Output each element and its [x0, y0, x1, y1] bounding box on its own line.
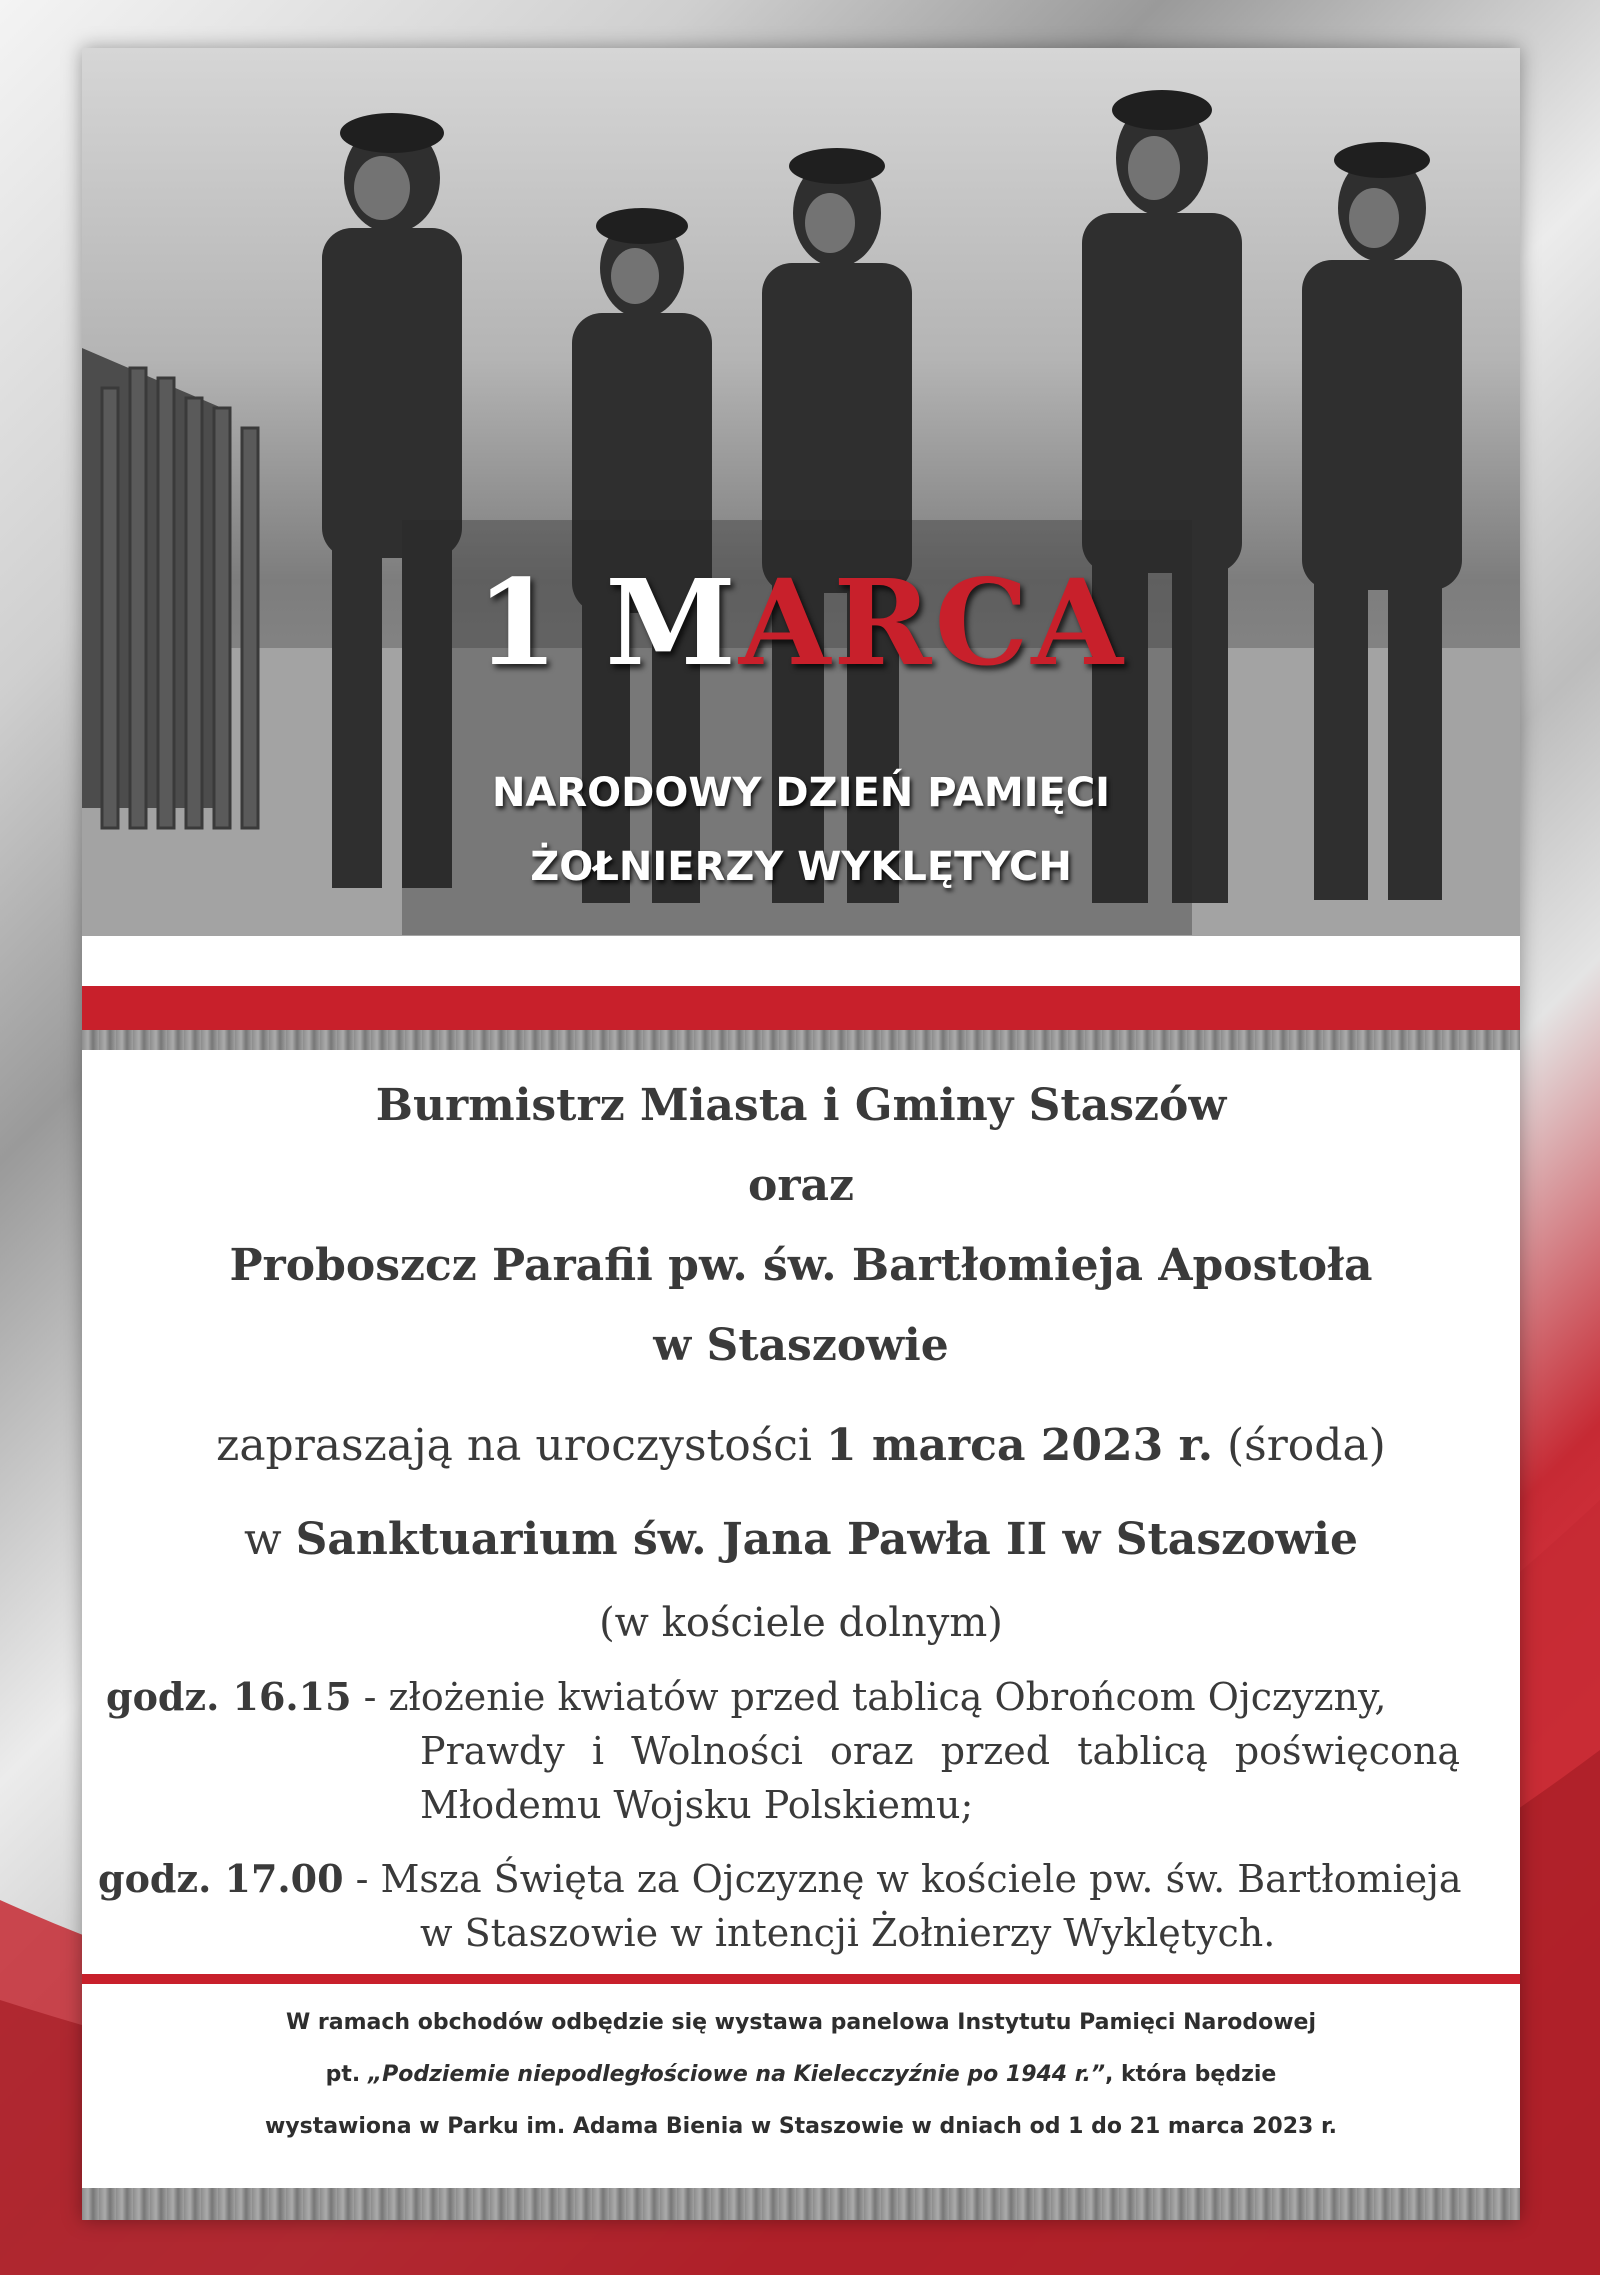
invitation-line [82, 1420, 1520, 1471]
invitation-day: (środa) [1213, 1420, 1386, 1471]
host-line-2: oraz [747, 1160, 855, 1211]
schedule-item-2-line-2: w Staszowie w intencji Żołnierzy Wyklętych. [420, 1911, 1276, 1955]
poster [82, 48, 1520, 2220]
red-divider [82, 1974, 1520, 1984]
flag-stripe-red [82, 986, 1520, 1030]
footer-note-line-2 [82, 2062, 1520, 2087]
page-title [82, 553, 1520, 692]
location-note: (w kościele dolnym) [599, 1600, 1003, 1646]
title-part-white: 1 M [476, 553, 739, 692]
schedule-item-1-line-3: Młodemu Wojsku Polskiemu; [420, 1783, 974, 1827]
footer-note-line-3: wystawiona w Parku im. Adama Bienia w Staszowie w dniach od 1 do 21 marca 2023 r. [264, 2114, 1338, 2139]
schedule-dash: - [351, 1675, 389, 1719]
place-prefix: w [243, 1514, 296, 1565]
exhibition-title: „Podziemie niepodległościowe na Kielecczyźnie po 1944 r.” [367, 2062, 1106, 2087]
schedule-item-2-line-1 [98, 1856, 1462, 1902]
schedule-time: godz. 16.15 [106, 1674, 352, 1719]
invitation-date: 1 marca 2023 r. [825, 1420, 1214, 1471]
title-part-red: ARCA [738, 553, 1126, 692]
invitation-place [82, 1514, 1520, 1565]
schedule-item-1-line-2: Prawdy i Wolności oraz przed tablicą poświęconą [420, 1729, 1460, 1773]
host-line-1: Burmistrz Miasta i Gminy Staszów [375, 1080, 1227, 1131]
texture-strip-top [82, 1030, 1520, 1050]
schedule-text: złożenie kwiatów przed tablicą Obrońcom Ojczyzny, [388, 1675, 1387, 1719]
footer-note-line-1: W ramach obchodów odbędzie się wystawa panelowa Instytutu Pamięci Narodowej [285, 2010, 1316, 2035]
note-suffix: , która będzie [1105, 2062, 1277, 2087]
schedule-text: Msza Święta za Ojczyznę w kościele pw. św. Bartłomieja [380, 1857, 1462, 1901]
schedule-item-1-line-1 [106, 1674, 1387, 1720]
subtitle-line-2: ŻOŁNIERZY WYKLĘTYCH [530, 844, 1072, 890]
note-prefix: pt. [325, 2062, 368, 2087]
subtitle-line-1: NARODOWY DZIEŃ PAMIĘCI [491, 770, 1111, 816]
invitation-prefix: zapraszają na uroczystości [216, 1420, 826, 1471]
host-line-4: w Staszowie [653, 1320, 949, 1371]
host-line-3: Proboszcz Parafii pw. św. Bartłomieja Apostoła [229, 1240, 1373, 1291]
place-name: Sanktuarium św. Jana Pawła II w Staszowie [295, 1514, 1359, 1565]
historical-photo [82, 48, 1520, 936]
schedule-dash: - [343, 1857, 381, 1901]
schedule-time: godz. 17.00 [98, 1856, 344, 1901]
texture-strip-bottom [82, 2188, 1520, 2220]
flag-stripe-white [82, 936, 1520, 986]
